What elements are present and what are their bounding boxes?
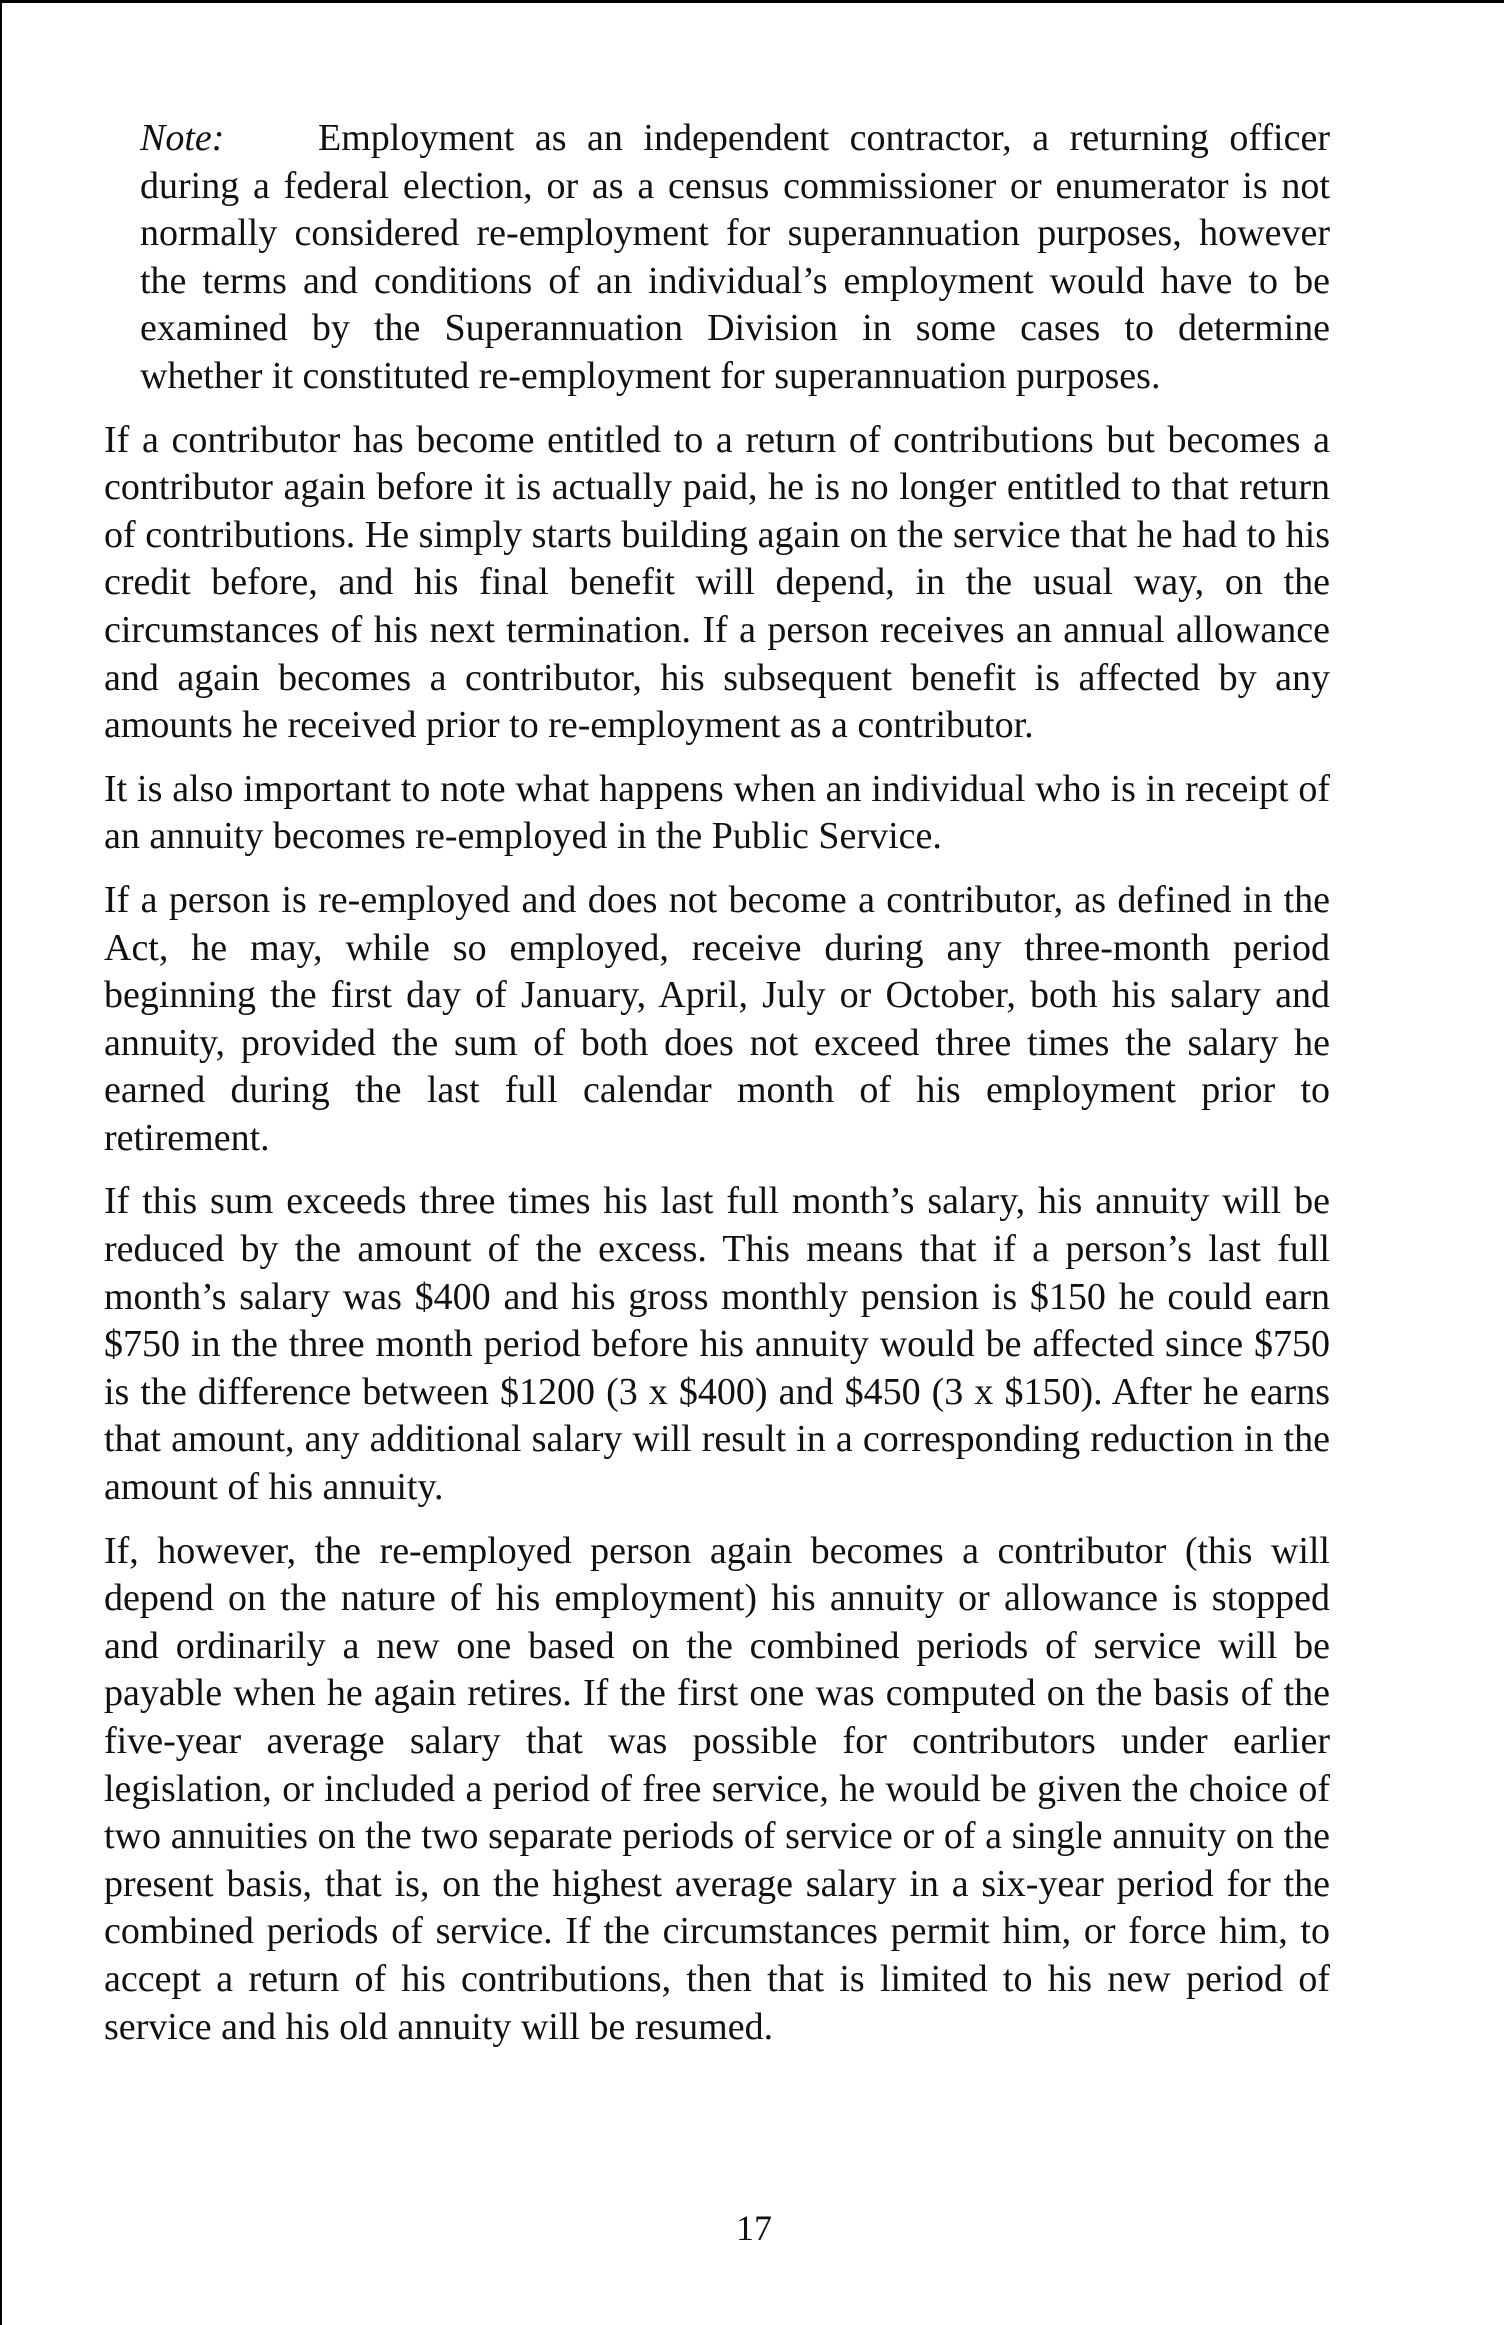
note-label: Note: [140, 117, 225, 159]
paragraph-excess-reduction: If this sum exceeds three times his last full month’s salary, his annuity will be reduced by the amount of the excess. This means that if a person’s last full month’s salary was $400 and his gross monthly pension is $150 he could earn $750 in the three month period before his annuity would be affected since $750 is the difference between $1200 (3 x $400) and $450 (3 x $150). After he earns that amount, any additional salary will result in a corresponding reduction in the amount of his annuity. [104, 1180, 1330, 1509]
page-number: 17 [736, 2208, 772, 2248]
note-paragraph [140, 115, 1330, 401]
paragraph-re-employed-non-contributor: If a person is re-employed and does not become a contributor, as defined in the Act, he may, while so employed, receive during any three-month period beginning the first day of January, April, July or October, both his salary and annuity, provided the sum of both does not exceed three times the salary he earned during the last full calendar month of his employment prior to retirement. [104, 878, 1330, 1159]
paragraph-re-employed-contributor: If, however, the re-employed person again becomes a contributor (this will depend on the nature of his employment) his annuity or allowance is stopped and ordinarily a new one based on the combined periods of service will be payable when he again retires. If the first one was computed on the basis of the five-year average salary that was possible for contributors under earlier legislation, or included a period of free service, he would be given the choice of two annuities on the two separate periods of service or of a single annuity on the present basis, that is, on the highest average salary in a six-year period for the combined periods of service. If the circumstances permit him, or force him, to accept a return of his contributions, then that is limited to his new period of service and his old annuity will be resumed. [104, 1529, 1330, 2048]
note-text: Employment as an independent contractor, a returning officer during a federal election, or as a census commissioner or enumerator is not normally considered re-employment for superannuation purposes, however the terms and conditions of an individual’s employment would have to be examined by the Superannuation Division in some cases to determine whether it constituted re-employment for superannuation purposes. [140, 117, 1330, 397]
paragraph-annuity-receipt: It is also important to note what happens when an individual who is in receipt of an annuity becomes re-employed in the Public Service. [104, 767, 1330, 858]
paragraph-return-of-contributions: If a contributor has become entitled to a return of contributions but becomes a contributor again before it is actually paid, he is no longer entitled to that return of contributions. He simply starts building again on the service that he had to his credit before, and his final benefit will depend, in the usual way, on the circumstances of his next termination. If a person receives an annual allowance and again becomes a contributor, his subsequent benefit is affected by any amounts he received prior to re-employment as a contributor. [104, 418, 1330, 747]
page-body [104, 115, 1330, 2067]
